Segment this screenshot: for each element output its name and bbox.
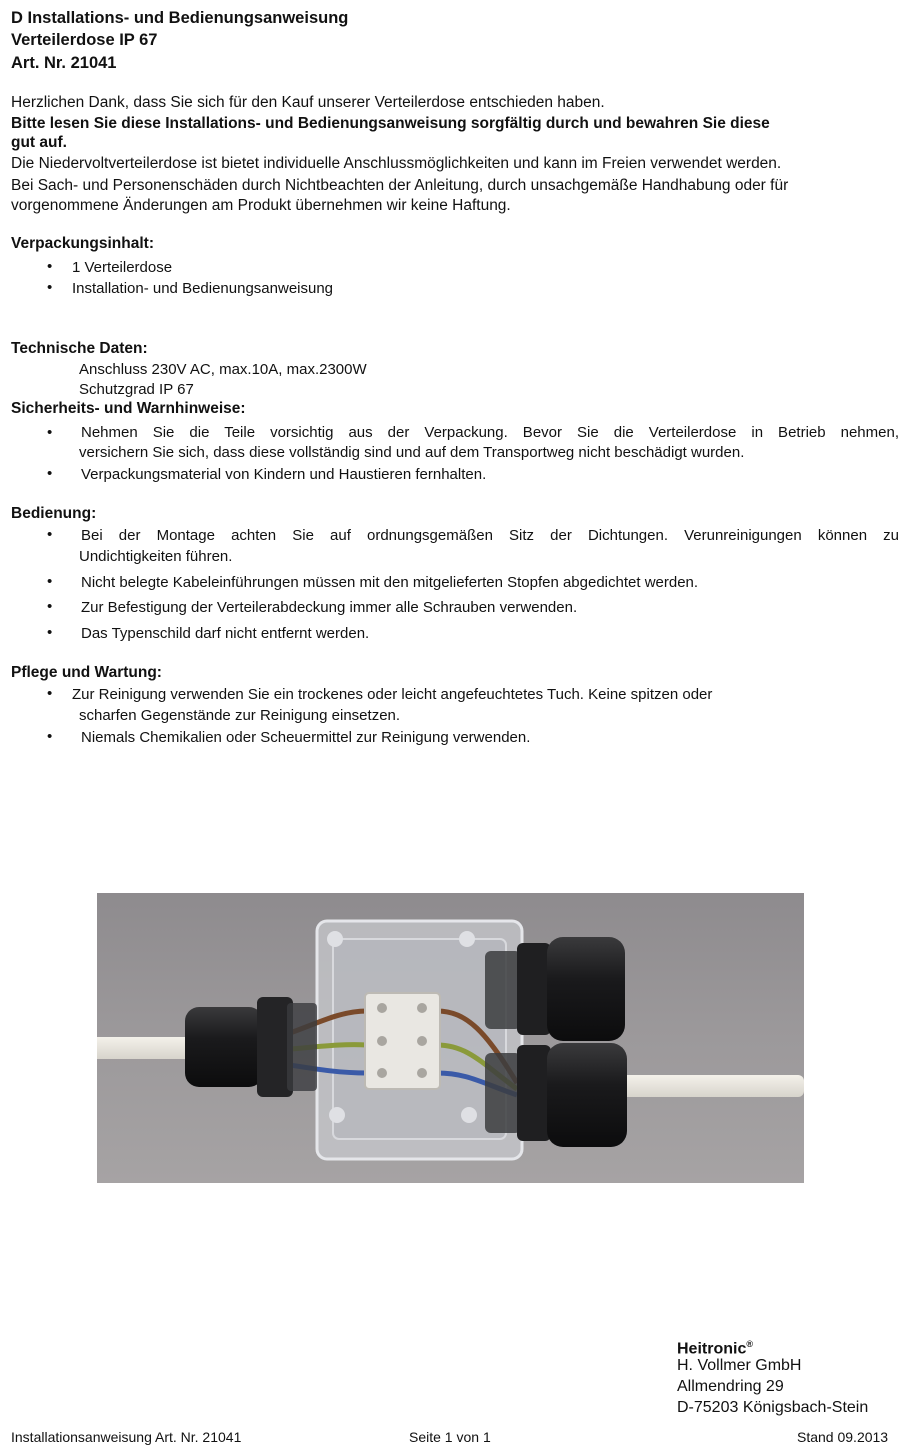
intro-description: Die Niedervoltverteilerdose ist bietet individuelle Anschlussmöglichkeiten und kann im Freien verwendet werden. — [11, 155, 782, 172]
safety-heading: Sicherheits- und Warnhinweise: — [11, 400, 246, 417]
package-heading: Verpackungsinhalt: — [11, 235, 154, 252]
bullet: • — [47, 624, 53, 641]
bullet: • — [47, 685, 53, 702]
care-item-1-line2: scharfen Gegenstände zur Reinigung einsetzen. — [79, 707, 401, 724]
footer-doc-ref: Installationsanweisung Art. Nr. 21041 — [11, 1429, 242, 1445]
tech-connection: Anschluss 230V AC, max.10A, max.2300W — [79, 361, 367, 378]
care-heading: Pflege und Wartung: — [11, 664, 162, 681]
tech-heading: Technische Daten: — [11, 340, 148, 357]
article-number: Art. Nr. 21041 — [11, 54, 117, 72]
intro-thanks: Herzlichen Dank, dass Sie sich für den Kauf unserer Verteilerdose entschieden haben. — [11, 94, 605, 111]
operation-heading: Bedienung: — [11, 505, 97, 522]
operation-item-1-line1: Bei der Montage achten Sie auf ordnungsgemäßen Sitz der Dichtungen. Verunreinigungen können zu — [81, 527, 899, 544]
intro-liability-line1: Bei Sach- und Personenschäden durch Nichtbeachten der Anleitung, durch unsachgemäße Handhabung oder für — [11, 177, 789, 194]
intro-notice-line1: Bitte lesen Sie diese Installations- und Bedienungsanweisung sorgfältig durch und bewahren Sie diese — [11, 115, 770, 132]
package-item-1: 1 Verteilerdose — [72, 259, 173, 276]
company-name-text: Heitronic — [677, 1340, 747, 1358]
care-item-2: Niemals Chemikalien oder Scheuermittel zur Reinigung verwenden. — [81, 729, 531, 746]
footer-page-number: Seite 1 von 1 — [409, 1429, 491, 1445]
bullet: • — [47, 573, 53, 590]
footer-date: Stand 09.2013 — [797, 1429, 889, 1445]
intro-liability-line2: vorgenommene Änderungen am Produkt übernehmen wir keine Haftung. — [11, 197, 511, 214]
operation-item-2: Nicht belegte Kabeleinführungen müssen mit den mitgelieferten Stopfen abgedichtet werden. — [81, 574, 699, 591]
intro-notice-line2: gut auf. — [11, 134, 67, 151]
bullet: • — [47, 728, 53, 745]
tech-protection: Schutzgrad IP 67 — [79, 381, 194, 398]
bullet: • — [47, 424, 53, 441]
company-city: D-75203 Königsbach-Stein — [677, 1399, 869, 1416]
product-name: Verteilerdose IP 67 — [11, 31, 158, 49]
doc-title: D Installations- und Bedienungsanweisung — [11, 9, 349, 27]
company-line-2: H. Vollmer GmbH — [677, 1357, 802, 1374]
bullet: • — [47, 258, 53, 275]
safety-item-1-line2: versichern Sie sich, dass diese vollständig sind und auf dem Transportweg nicht beschädigt wurden. — [79, 444, 745, 461]
product-photo — [97, 893, 804, 1183]
care-item-1-line1: Zur Reinigung verwenden Sie ein trockenes oder leicht angefeuchtetes Tuch. Keine spitzen oder — [72, 686, 713, 703]
package-item-2: Installation- und Bedienungsanweisung — [72, 280, 334, 297]
bullet: • — [47, 526, 53, 543]
operation-item-4: Das Typenschild darf nicht entfernt werden. — [81, 625, 370, 642]
bullet: • — [47, 598, 53, 615]
junction-box-illustration — [97, 893, 804, 1183]
operation-item-1-line2: Undichtigkeiten führen. — [79, 548, 233, 565]
bullet: • — [47, 465, 53, 482]
registered-mark: ® — [746, 1339, 753, 1349]
bullet: • — [47, 279, 53, 296]
operation-item-3: Zur Befestigung der Verteilerabdeckung immer alle Schrauben verwenden. — [81, 599, 578, 616]
company-street: Allmendring 29 — [677, 1378, 784, 1395]
safety-item-2: Verpackungsmaterial von Kindern und Haustieren fernhalten. — [81, 466, 487, 483]
safety-item-1-line1: Nehmen Sie die Teile vorsichtig aus der Verpackung. Bevor Sie die Verteilerdose in Betrieb nehmen, — [81, 424, 899, 441]
